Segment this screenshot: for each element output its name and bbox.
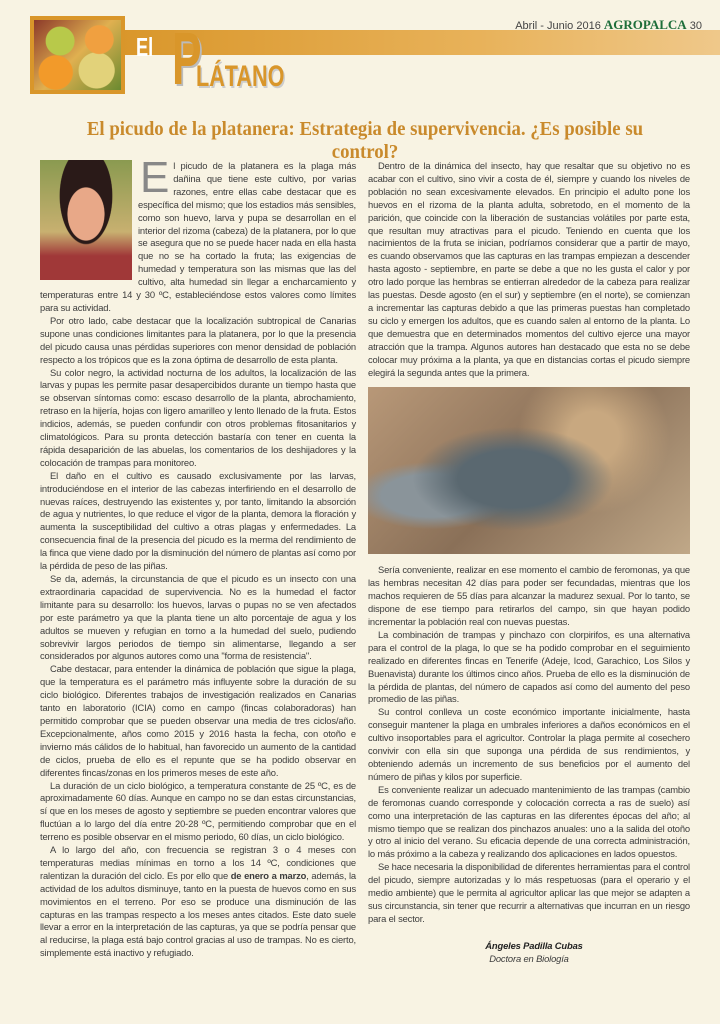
paragraph: Su control conlleva un coste económico importante inicialmente, hasta conseguir mantener la plaga en umbrales inferiores a daños económicos en el cultivo insoportables para el agricultor. Controlar la plaga permite al cosechero convivir con ella sin que suponga una pérdida de sus rendimientos, y obteniendo además un incremento de sus beneficios por el aumento del número de piñas y kilos por superficie. — [368, 706, 690, 782]
emphasis: de enero a marzo — [230, 869, 307, 881]
issue-info — [515, 17, 702, 33]
paragraph — [40, 844, 356, 960]
issue-date: Abril - Junio 2016 — [515, 20, 601, 32]
section-title-rest: LÁTANO — [196, 60, 285, 93]
paragraph: l picudo de la platanera es la plaga más dañina que tiene este cultivo, por varias razones, entre ellas cabe destacar que es específica del mismo; que los estadios más sensibles, como son huevo, larva y pupa se desarrollan en el interior del rizoma (cabeza) de la platanera, por lo que se asegura que no se puede hacer nada en ella hasta que no se ha cortado la fruta; las exigencias de humedad y temperatura son las mismas que las del cultivo, alta humedad sin llegar a encharcamiento y temperaturas entre 14 y 30 ºC, estableciéndose estos valores como límites para su actividad. — [40, 160, 356, 313]
paragraph: Se da, además, la circunstancia de que el picudo es un insecto con una extraordinaria capacidad de supervivencia. No es la humedad el factor limitante para su desarrollo: los huevos, larvas o pupas no se ven afectados por este parámetro ya que la planta tiene un alto porcentaje de agua y los adultos se mueven y refugian en torno a la humedad del suelo, pudiendo sobrevivir largos periodos de tiempo sin alimentarse, llegando a ser considerados por algunos autores como una "forma de resistencia". — [40, 573, 356, 662]
author-role: Doctora en Biología — [489, 952, 569, 964]
paragraph: La combinación de trampas y pinchazo con clorpirifos, es una alternativa para el control de la plaga, lo que se ha podido comprobar en el seguimiento realizado en diferentes fincas en Tenerife (Adeje, Icod, Garachico, Los Silos y Buenavista) durante los últimos cinco años. Prueba de ello es la disminución de la pérdida de plantas, del número de capados así como del aumento del peso promedio de las piñas. — [368, 628, 690, 705]
fruit-image — [34, 20, 121, 90]
author-photo — [40, 160, 132, 280]
author-signature — [368, 940, 690, 966]
section-logo-fruits — [30, 16, 125, 94]
drop-cap: E — [140, 153, 170, 202]
text: , además, la actividad de los adultos disminuye, tanto en la puesta de huevos como en sus movimientos en el terreno. Por eso se produce una disminución de las capturas en las trampas respecto a los meses antes citados. Este dato suele llevar a error en la interpretación de las capturas, ya que se podría pensar que al reducirse, la plaga está bajo control gracias al uso de trampas. No es cierto, simplemente está inactivo y refugiado. — [40, 869, 356, 959]
paragraph: Su color negro, la actividad nocturna de los adultos, la localización de las larvas y pupas les permite pasar desapercibidos durante un tiempo hasta que se observan síntomas como: escaso desarrollo de la planta, abrochamiento, retraso en la hijería, hojas con ligero amarilleo y lento llenado de la fruta. Estos indicios, además, se pueden confundir con otros problemas fitosanitarios y climatológicos. Para su pronta detección bastaría con tener en cuenta la rápida desaparición de las abuelas, los comentarios de los deshijadores y la colocación de trampas para monitoreo. — [40, 366, 356, 468]
paragraph: La duración de un ciclo biológico, a temperatura constante de 25 ºC, es de aproximadamente 60 días. Aunque en campo no se dan estas circunstancias, sí que en los meses de agosto y septiembre se pueden encontrar valores que fluctúan a lo largo del día entre 20-28 ºC, permitiendo comprobar que en el terreno es posible observar en el mismo periodo, 60 días, un ciclo biológico. — [40, 779, 356, 843]
paragraph: Cabe destacar, para entender la dinámica de población que sigue la plaga, que la temperatura es el parámetro más influyente sobre la duración de su ciclo biológico. Diferentes trabajos de investigación realizados en Canarias tanto en laboratorio (ICIA) como en campo (fincas colaboradoras) han permitido comprobar que se pueden observar una media de tres ciclos/año. Excepcionalmente, años como 2015 y 2016 hasta la fecha, con otoño e invierno más cálidos de lo habitual, han favorecido un aumento de la cantidad de ciclos, prueba de ello es el repunte que se ha podido observar en diferentes fincas/zonas en los primeros meses de este año. — [40, 663, 356, 778]
section-title-initial: P — [172, 17, 202, 100]
paragraph: Se hace necesaria la disponibilidad de diferentes herramientas para el control del picudo, siempre autorizadas y lo más respetuosas (para el operario y el medio ambiente) que le permita al agricultor aplicar las que mejor se adapten a sus circunstancia, sin tener que recurrir a alternativas que incurran en un riesgo para el sector. — [368, 861, 690, 924]
section-title-el: El — [136, 32, 154, 62]
text: A lo largo del año, con frecuencia se registran 3 o 4 meses con temperaturas medias mínimas en torno a los 14 ºC, condiciones que ralentizan la duración del ciclo. Es por ello que — [40, 844, 356, 881]
left-column — [40, 153, 356, 960]
page-number: 30 — [689, 20, 702, 32]
paragraph: Por otro lado, cabe destacar que la localización subtropical de Canarias supone unas condiciones limitantes para la platanera, por lo que la presencia del picudo causa unas pérdidas superiores con menor densidad de población respecto a los trópicos que es la zona óptima de desarrollo de esta planta. — [40, 314, 356, 365]
paragraph: Sería conveniente, realizar en ese momento el cambio de feromonas, ya que las hembras necesitan 42 días para poder ser fecundadas, mientras que los machos requieren de 55 días para alcanzar la madurez sexual. Por lo tanto, se dispone de ese tiempo para retirarlos del campo, sin que hayan podido incrementar la población real con nuevas puestas. — [368, 564, 690, 628]
banana-weevil-photo — [368, 387, 690, 554]
paragraph: El daño en el cultivo es causado exclusivamente por las larvas, introduciéndose en el interior de las cabezas interfiriendo en el desarrollo de nuevas raíces, destruyendo las existentes y, por tanto, limitando la absorción de agua y nutrientes, lo que reduce el vigor de la planta, demora la floración y aumenta la susceptibilidad del cultivo a otras plagas y enfermedades. La consecuencia final de la presencia del picudo es la merma del rendimiento de la finca que viene dado por la disminución del número de plantas así como por la pérdida de peso de las piñas. — [40, 469, 356, 572]
header-band — [118, 30, 720, 55]
magazine-name: AGROPALCA — [603, 17, 687, 32]
paragraph: Es conveniente realizar un adecuado mantenimiento de las trampas (cambio de feromonas cuando corresponde y colocación correcta a ras de suelo) así como una interpretación de las capturas en las diferentes épocas del año; al mismo tiempo que se realizan dos pinchazos anuales: uno a la salida del otoño y otro al inicio del verano. Su eficacia depende de una correcta administración, lo más próximo a la cabeza y realizando dos aplicaciones en lados opuestos. — [368, 783, 690, 860]
paragraph: Dentro de la dinámica del insecto, hay que resaltar que su objetivo no es acabar con el cultivo, sino vivir a costa de él, siempre y cuando los niveles de población no sean excesivamente elevados. En principio el adulto pone los huevos en el rizoma de la planta adulta, sobretodo, en el momento de la parición, que coincide con la liberación de sustancias volátiles por parte esta, que resultan muy atractivas para el picudo. Teniendo en cuenta que los nacimientos de la fruta se inician, podríamos considerar que a partir de mayo, es cuando observamos que las capturas en las trampas empiezan a descender hasta agosto - septiembre, en parte se debe a que no les gusta el calor y por otro lado porque las hembras se entierran alrededor de la cabeza para realizar las puestas. Desde agosto (en el sur) y septiembre (en el norte), se comienzan a incrementar las capturas debido a que las primeras puestas han completado su ciclo y emergen los adultos, que es cuando salen al entorno de la planta. Lo que demuestra que en determinados momentos del cultivo ejerce una mayor atracción que la trampa. Algunos autores han destacado que esta no se debe colocar muy próxima a la planta, ya que en distancias cortas el picudo siempre elegirá la segunda antes que la primera. — [368, 160, 690, 378]
article-title: El picudo de la platanera: Estrategia de supervivencia. ¿Es posible su control? — [86, 118, 644, 163]
author-name: Ángeles Padilla Cubas — [485, 939, 583, 951]
right-column — [368, 160, 690, 966]
